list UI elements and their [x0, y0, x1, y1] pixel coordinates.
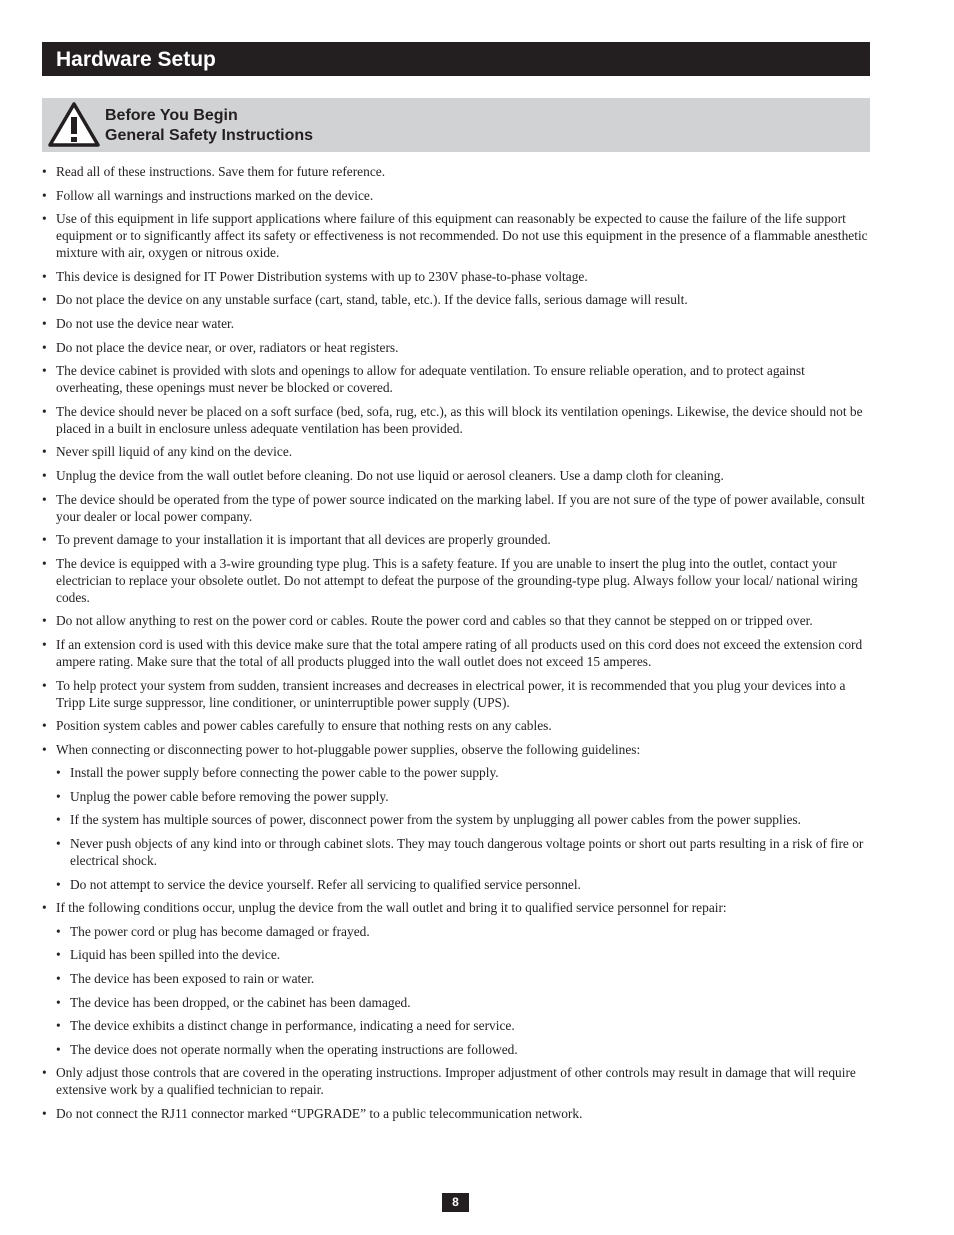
- instruction-text: Do not allow anything to rest on the power cord or cables. Route the power cord and cables so that they cannot be stepped on or tripped over.: [56, 613, 813, 629]
- safety-title-line-2: General Safety Instructions: [105, 127, 314, 144]
- sub-instruction-text: The device has been dropped, or the cabinet has been damaged.: [70, 994, 411, 1010]
- instruction-item: [42, 677, 872, 711]
- sub-instruction-text: Install the power supply before connecting the power cable to the power supply.: [70, 765, 499, 781]
- bullet-icon: •: [56, 836, 61, 852]
- sub-instruction-text: The device has been exposed to rain or water.: [70, 971, 315, 987]
- instruction-item: [42, 717, 872, 734]
- instruction-text: Do not place the device on any unstable surface (cart, stand, table, etc.). If the device falls, serious damage will result.: [56, 292, 688, 308]
- instruction-text: If an extension cord is used with this device make sure that the total ampere rating of all products used on this cord does not exceed the extension cord ampere rating. Make sure that the total of all products plugged into the wall outlet does not exceed 15 amperes.: [56, 636, 863, 669]
- safety-title: [105, 106, 313, 146]
- instruction-item: [42, 467, 872, 484]
- sub-instruction-text: The device does not operate normally when the operating instructions are followed.: [70, 1041, 518, 1057]
- section-header: [42, 42, 870, 76]
- sub-instruction-item: [56, 811, 872, 828]
- instruction-text: This device is designed for IT Power Distribution systems with up to 230V phase-to-phase voltage.: [56, 268, 588, 284]
- instruction-text: Do not connect the RJ11 connector marked “UPGRADE” to a public telecommunication network.: [56, 1106, 583, 1121]
- instruction-text: Read all of these instructions. Save them for future reference.: [56, 164, 386, 179]
- instruction-text: Position system cables and power cables carefully to ensure that nothing rests on any cables.: [56, 718, 552, 734]
- bullet-icon: •: [42, 1106, 47, 1121]
- instruction-text: When connecting or disconnecting power to hot-pluggable power supplies, observe the following guidelines:: [56, 741, 641, 757]
- bullet-icon: •: [56, 1018, 61, 1034]
- instruction-item: [42, 612, 872, 629]
- safety-notice-box: [42, 98, 870, 152]
- instruction-item: [42, 899, 872, 1058]
- instruction-text: Follow all warnings and instructions marked on the device.: [56, 187, 374, 203]
- page-number: [442, 1193, 469, 1212]
- bullet-icon: •: [42, 292, 47, 308]
- instruction-text: Unplug the device from the wall outlet before cleaning. Do not use liquid or aerosol cleaners. Use a damp cloth for cleaning.: [56, 467, 724, 483]
- sub-instruction-item: [56, 923, 872, 940]
- bullet-icon: •: [42, 444, 47, 460]
- bullet-icon: •: [42, 363, 47, 379]
- sub-instruction-item: [56, 946, 872, 963]
- bullet-icon: •: [56, 812, 61, 828]
- bullet-icon: •: [56, 1041, 61, 1057]
- sub-instruction-item: [56, 764, 872, 781]
- sub-instruction-text: The power cord or plug has become damaged or frayed.: [70, 923, 370, 939]
- safety-instructions: [42, 163, 872, 1129]
- sub-instruction-list: [56, 764, 872, 892]
- bullet-icon: •: [42, 613, 47, 629]
- sub-instruction-text: Do not attempt to service the device yourself. Refer all servicing to qualified service personnel.: [70, 876, 581, 892]
- bullet-icon: •: [42, 211, 47, 227]
- bullet-icon: •: [42, 636, 47, 652]
- bullet-icon: •: [42, 187, 47, 203]
- sub-instruction-text: If the system has multiple sources of power, disconnect power from the system by unplugging all power cables from the power supplies.: [70, 812, 801, 828]
- bullet-icon: •: [56, 788, 61, 804]
- bullet-icon: •: [56, 947, 61, 963]
- sub-instruction-item: [56, 876, 872, 893]
- bullet-icon: •: [42, 555, 47, 571]
- sub-instruction-list: [56, 923, 872, 1058]
- instruction-item: [42, 268, 872, 285]
- bullet-icon: •: [56, 923, 61, 939]
- instruction-item: [42, 315, 872, 332]
- bullet-icon: •: [42, 339, 47, 355]
- instruction-item: [42, 362, 872, 396]
- bullet-icon: •: [42, 532, 47, 548]
- instruction-text: To prevent damage to your installation it is important that all devices are properly grounded.: [56, 532, 551, 548]
- instruction-item: [42, 187, 872, 204]
- sub-instruction-text: Never push objects of any kind into or through cabinet slots. They may touch dangerous voltage points or short out parts resulting in a risk of fire or electrical shock.: [70, 836, 864, 869]
- bullet-icon: •: [42, 403, 47, 419]
- bullet-icon: •: [42, 900, 47, 916]
- instruction-list: [42, 163, 872, 1122]
- bullet-icon: •: [42, 315, 47, 331]
- instruction-item: [42, 491, 872, 525]
- instruction-item: [42, 210, 872, 261]
- sub-instruction-item: [56, 788, 872, 805]
- sub-instruction-text: The device exhibits a distinct change in performance, indicating a need for service.: [70, 1018, 515, 1034]
- bullet-icon: •: [42, 1065, 47, 1081]
- instruction-item: [42, 555, 872, 606]
- bullet-icon: •: [56, 994, 61, 1010]
- warning-triangle-icon: [46, 100, 102, 148]
- instruction-item: [42, 741, 872, 893]
- bullet-icon: •: [42, 718, 47, 734]
- instruction-text: Never spill liquid of any kind on the device.: [56, 444, 293, 460]
- instruction-item: [42, 339, 872, 356]
- sub-instruction-text: Unplug the power cable before removing the power supply.: [70, 788, 389, 804]
- instruction-text: Use of this equipment in life support applications where failure of this equipment can reasonably be expected to cause the failure of the life support equipment or to significantly affect its safety or effectiveness is not recommended. Do not use this equipment in the presence of a flammable anesthetic mixture with air, oxygen or nitrous oxide.: [56, 211, 868, 261]
- instruction-item: [42, 291, 872, 308]
- instruction-text: Only adjust those controls that are covered in the operating instructions. Improper adjustment of other controls may result in damage that will require extensive work by a qualified technician to repair.: [56, 1065, 856, 1098]
- instruction-item: [42, 1064, 872, 1098]
- sub-instruction-item: [56, 1017, 872, 1034]
- instruction-item: [42, 443, 872, 460]
- bullet-icon: •: [56, 971, 61, 987]
- bullet-icon: •: [42, 467, 47, 483]
- instruction-text: Do not use the device near water.: [56, 315, 235, 331]
- instruction-item: [42, 403, 872, 437]
- instruction-text: The device should be operated from the type of power source indicated on the marking label. If you are not sure of the type of power available, consult your dealer or local power company.: [56, 491, 865, 524]
- bullet-icon: •: [42, 491, 47, 507]
- section-title: Hardware Setup: [56, 48, 216, 71]
- instruction-text: The device cabinet is provided with slots and openings to allow for adequate ventilation. To ensure reliable operation, and to protect against overheating, these openings must never be blocked or covered.: [56, 363, 805, 396]
- instruction-text: Do not place the device near, or over, radiators or heat registers.: [56, 339, 399, 355]
- bullet-icon: •: [56, 876, 61, 892]
- sub-instruction-item: [56, 835, 872, 869]
- safety-title-line-1: Before You Begin: [105, 107, 238, 124]
- bullet-icon: •: [42, 677, 47, 693]
- sub-instruction-text: Liquid has been spilled into the device.: [70, 947, 281, 963]
- sub-instruction-item: [56, 994, 872, 1011]
- bullet-icon: •: [42, 741, 47, 757]
- instruction-text: The device is equipped with a 3-wire grounding type plug. This is a safety feature. If you are unable to insert the plug into the outlet, contact your electrician to replace your obsolete outlet. Do not attempt to defeat the purpose of the grounding-type plug. Always follow your local/ national wiring codes.: [56, 555, 858, 605]
- sub-instruction-item: [56, 970, 872, 987]
- sub-instruction-item: [56, 1041, 872, 1058]
- bullet-icon: •: [42, 268, 47, 284]
- instruction-text: To help protect your system from sudden, transient increases and decreases in electrical power, it is recommended that you plug your devices into a Tripp Lite surge suppressor, line conditioner, or uninterruptible power supply (UPS).: [56, 677, 846, 710]
- bullet-icon: •: [56, 765, 61, 781]
- instruction-item: [42, 636, 872, 670]
- bullet-icon: •: [42, 164, 47, 179]
- page-number-label: 8: [452, 1195, 459, 1209]
- instruction-text: If the following conditions occur, unplug the device from the wall outlet and bring it to qualified service personnel for repair:: [56, 900, 727, 916]
- instruction-item: [42, 163, 872, 180]
- instruction-item: [42, 531, 872, 548]
- instruction-text: The device should never be placed on a soft surface (bed, sofa, rug, etc.), as this will block its ventilation openings. Likewise, the device should not be placed in a built in enclosure unless adequate ventilation has been provided.: [56, 403, 863, 436]
- instruction-item: [42, 1105, 872, 1122]
